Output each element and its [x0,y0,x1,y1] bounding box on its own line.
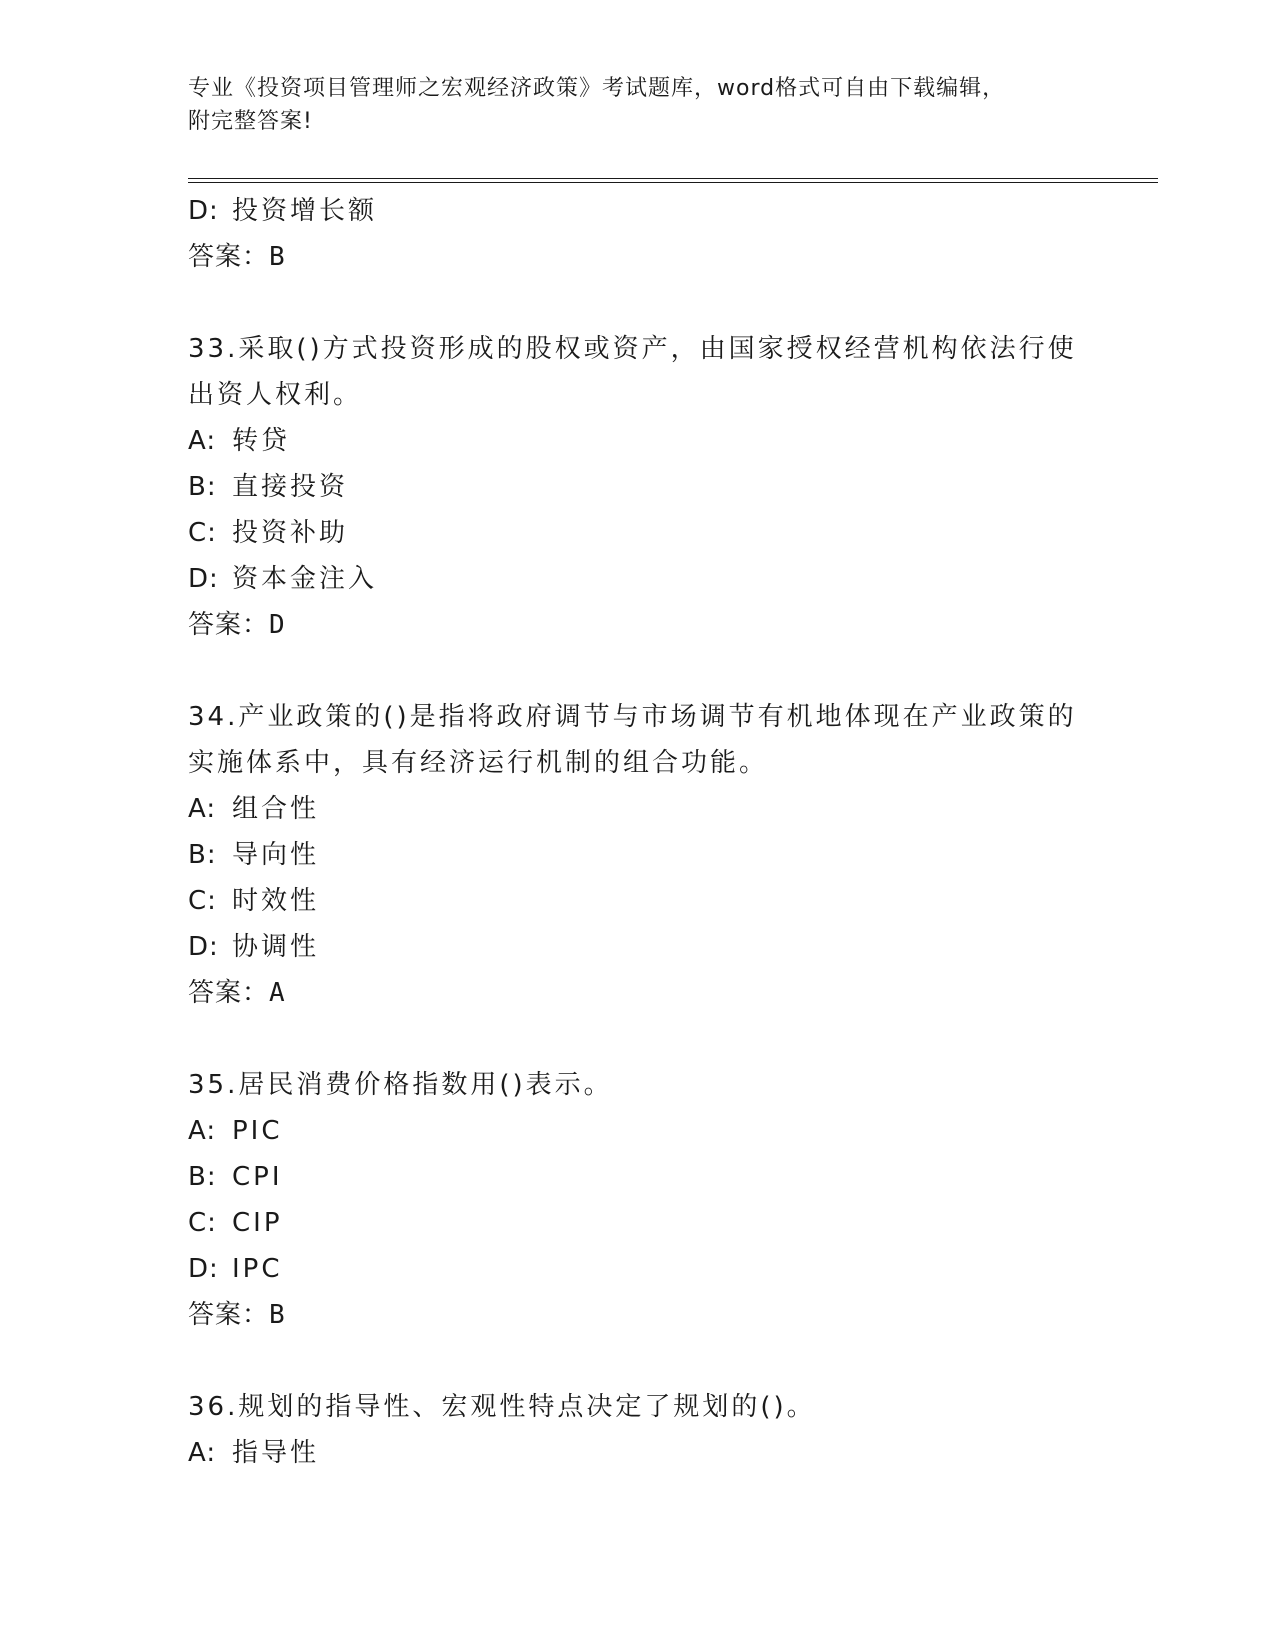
q34-option-c [188,878,1088,924]
spacer [188,1016,1088,1062]
option-letter: D: [188,564,219,594]
stem-line: 33.采取()方式投资形成的股权或资产，由国家授权经营机构依法行使 [188,334,1077,364]
q33-option-b [188,464,1088,510]
answer-label: 答案： [188,978,270,1008]
answer-value: B [269,242,286,272]
option-letter: C: [188,1208,217,1238]
question-33-stem [188,326,1088,418]
stem-line: 实施体系中，具有经济运行机制的组合功能。 [188,748,769,778]
option-letter: C: [188,886,217,916]
question-34-stem [188,694,1088,786]
q35-option-d [188,1246,1088,1292]
option-text: 投资增长额 [232,196,378,226]
q35-answer [188,1292,1088,1338]
question-36-stem [188,1384,1088,1430]
option-letter: A: [188,794,217,824]
option-letter: A: [188,1438,217,1468]
stem-line: 出资人权利。 [188,380,363,410]
q33-option-d [188,556,1088,602]
header-line-2: 附完整答案! [188,109,313,134]
stem-line: 35.居民消费价格指数用()表示。 [188,1070,613,1100]
q34-option-b [188,832,1088,878]
answer-label: 答案： [188,1300,270,1330]
option-text: 直接投资 [232,472,349,502]
option-letter: B: [188,472,217,502]
spacer [188,280,1088,326]
answer-value: D [269,610,286,640]
q34-answer [188,970,1088,1016]
q33-option-c [188,510,1088,556]
option-text: 投资补助 [232,518,349,548]
stem-line: 34.产业政策的()是指将政府调节与市场调节有机地体现在产业政策的 [188,702,1077,732]
option-text: IPC [232,1254,283,1284]
answer-value: B [269,1300,286,1330]
page-header [188,72,1088,138]
option-text: 导向性 [232,840,320,870]
option-text: 协调性 [232,932,320,962]
answer-label: 答案： [188,242,270,272]
q36-option-a [188,1430,1088,1476]
option-text: CPI [232,1162,283,1192]
answer-value: A [269,978,286,1008]
option-text: PIC [232,1116,283,1146]
option-text: 组合性 [232,794,320,824]
header-double-rule [188,178,1158,183]
spacer [188,1338,1088,1384]
option-letter: D: [188,196,219,226]
option-text: 时效性 [232,886,320,916]
question-35-stem [188,1062,1088,1108]
q35-option-b [188,1154,1088,1200]
q34-option-d [188,924,1088,970]
prev-answer [188,234,1088,280]
option-text: 指导性 [232,1438,320,1468]
option-letter: D: [188,1254,219,1284]
q33-answer [188,602,1088,648]
header-line-1: 专业《投资项目管理师之宏观经济政策》考试题库，word格式可自由下载编辑， [188,76,1006,101]
option-letter: A: [188,426,217,456]
spacer [188,648,1088,694]
q35-option-a [188,1108,1088,1154]
q35-option-c [188,1200,1088,1246]
question-list [188,188,1088,1476]
option-letter: B: [188,840,217,870]
option-text: 转贷 [232,426,291,456]
q33-option-a [188,418,1088,464]
option-letter: C: [188,518,217,548]
answer-label: 答案： [188,610,270,640]
stem-line: 36.规划的指导性、宏观性特点决定了规划的()。 [188,1392,816,1422]
q34-option-a [188,786,1088,832]
option-letter: A: [188,1116,217,1146]
option-letter: D: [188,932,219,962]
option-text: 资本金注入 [232,564,378,594]
option-text: CIP [232,1208,283,1238]
prev-option-d [188,188,1088,234]
option-letter: B: [188,1162,217,1192]
